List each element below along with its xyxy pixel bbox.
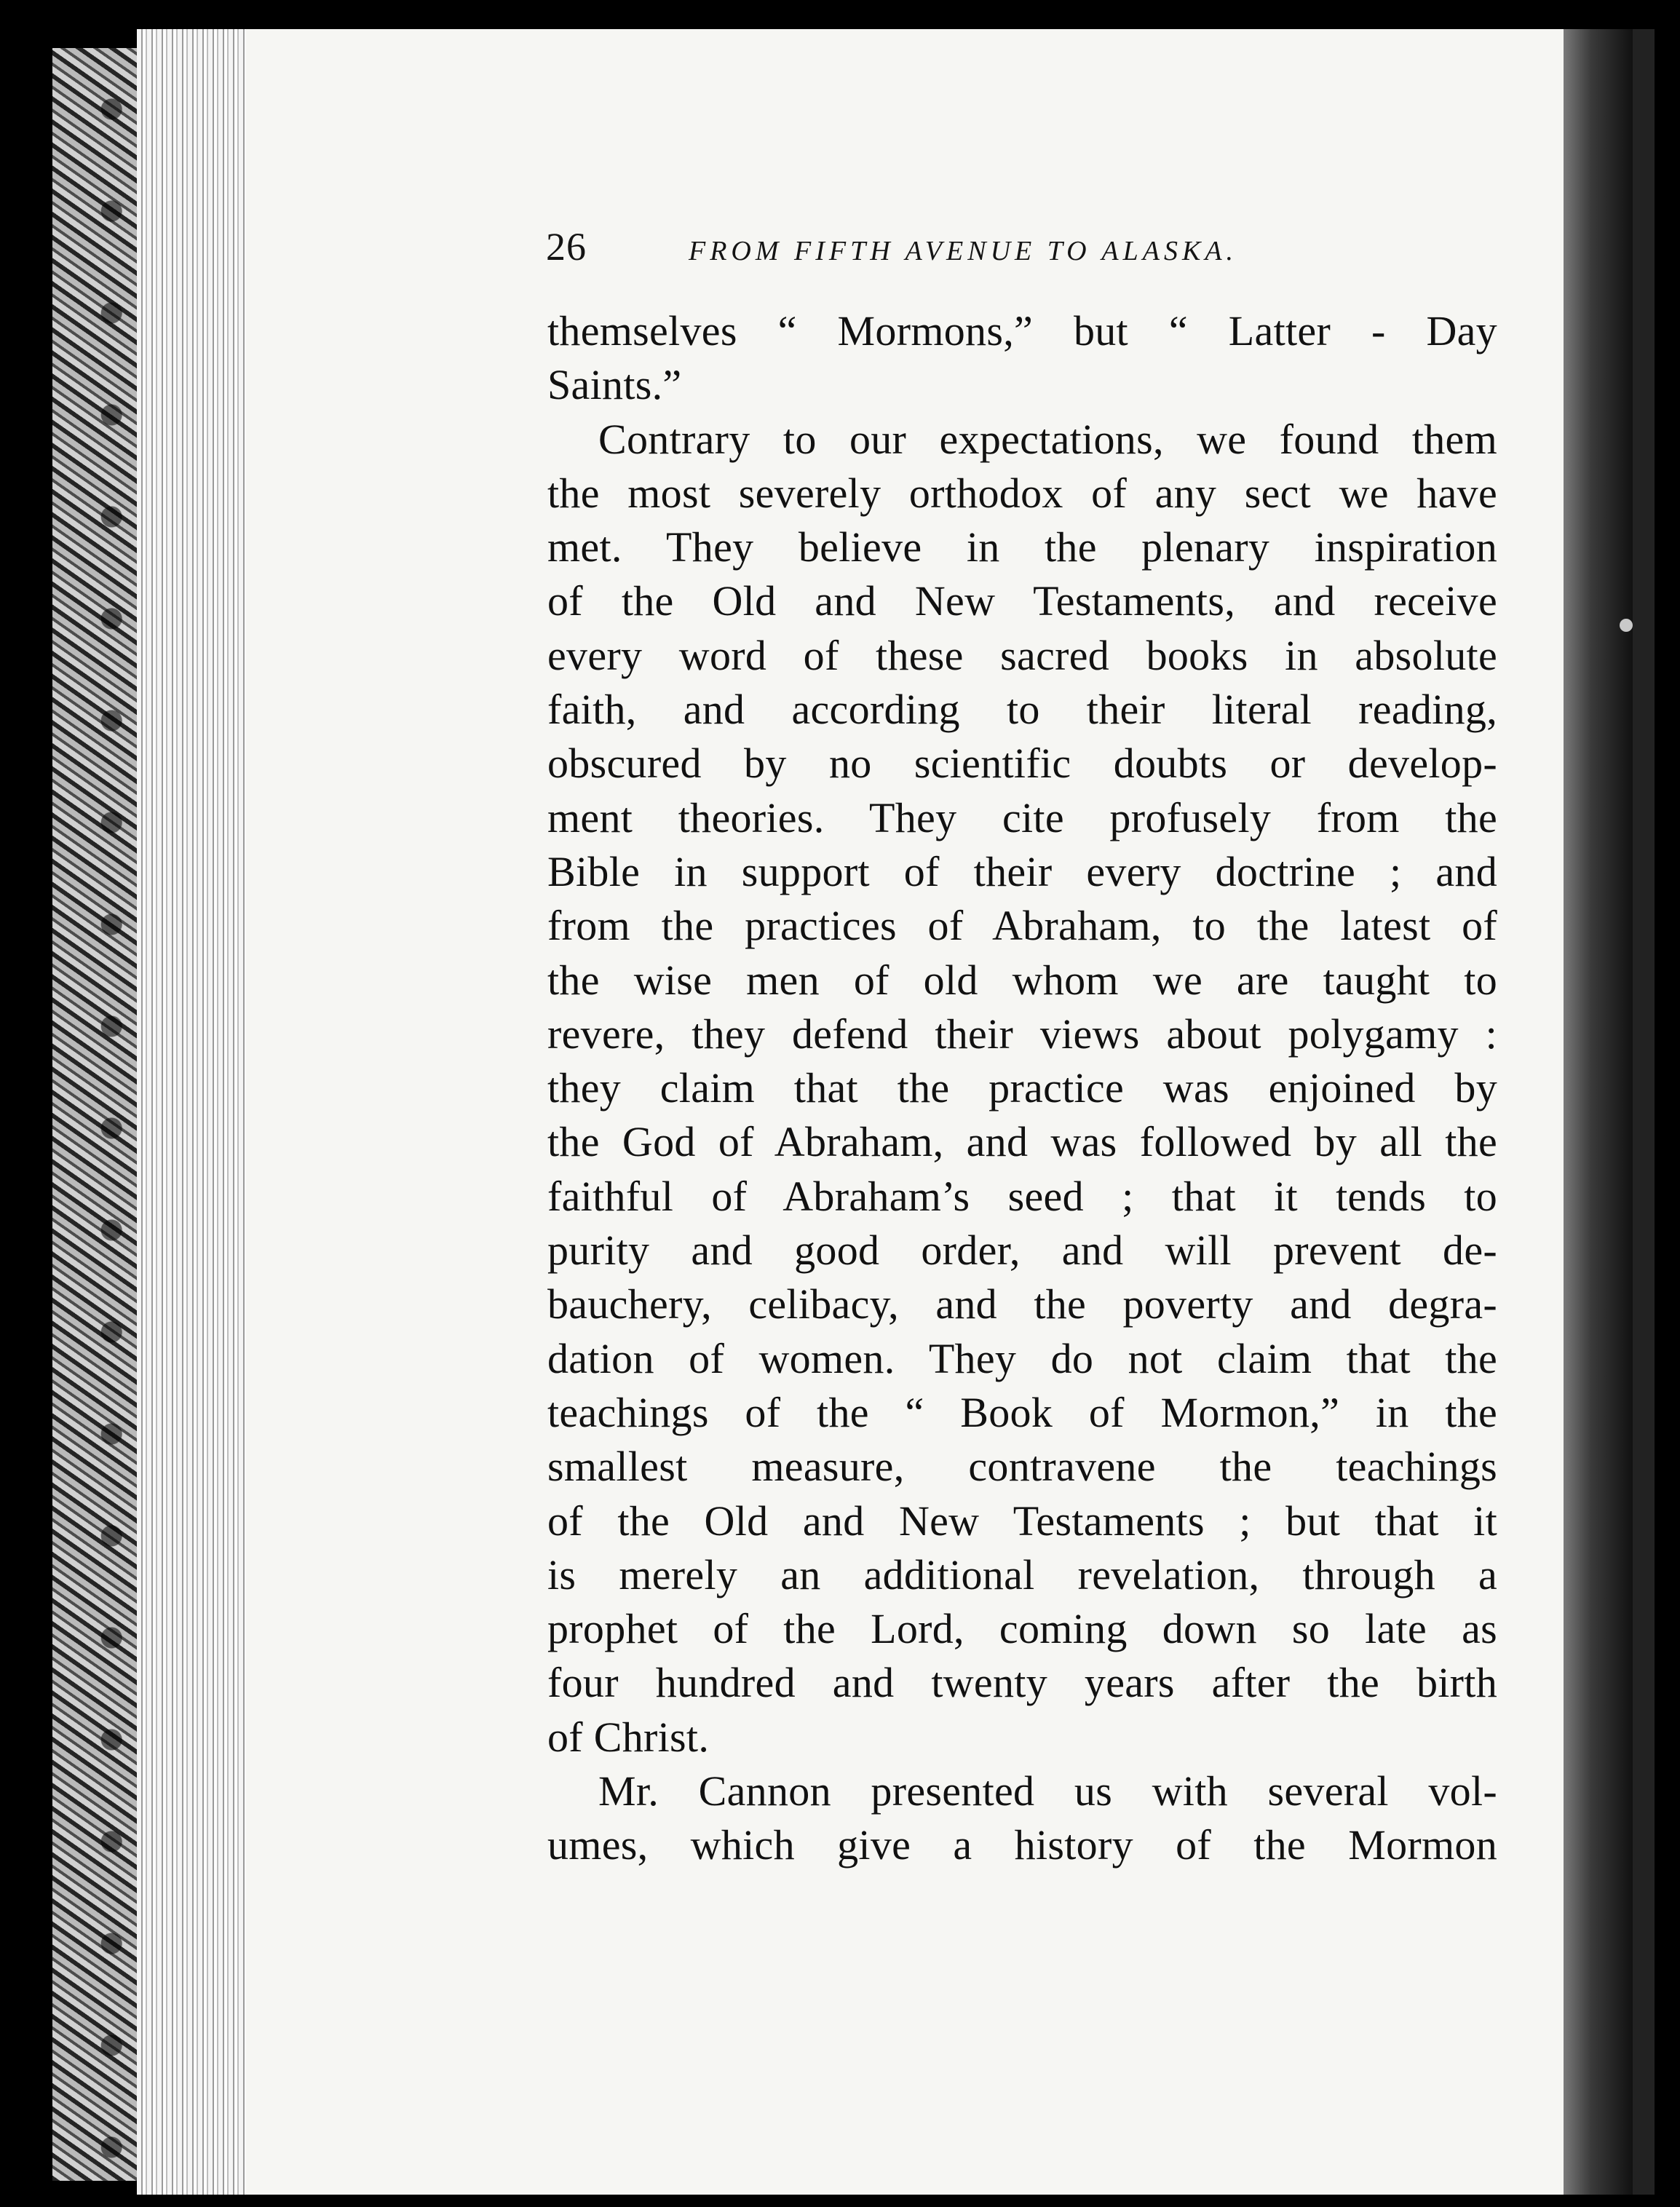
text-line: Mr. Cannon presented us with several vol-: [598, 1767, 1497, 1815]
text-line: Bible in support of their every doctrine ; and: [547, 847, 1497, 895]
text-line: is merely an additional revelation, through a: [547, 1550, 1497, 1598]
text-line: of the Old and New Testaments ; but that it: [547, 1497, 1497, 1545]
text-line: faith, and according to their literal reading,: [547, 686, 1497, 734]
page-number: 26: [546, 225, 587, 269]
text-line: purity and good order, and will prevent de-: [547, 1227, 1497, 1275]
text-line: Saints.”: [547, 361, 682, 409]
text-line: of the Old and New Testaments, and receive: [547, 577, 1497, 625]
text-line: they claim that the practice was enjoined by: [547, 1064, 1497, 1112]
text-line: themselves “ Mormons,” but “ Latter - Day: [547, 307, 1497, 354]
text-line: of Christ.: [547, 1713, 710, 1761]
text-line: the God of Abraham, and was followed by all the: [547, 1118, 1497, 1166]
page-edge-stack: [137, 29, 246, 2195]
running-header: [546, 224, 1354, 268]
body-text: [547, 304, 1497, 1873]
text-line: Contrary to our expectations, we found them: [598, 415, 1497, 463]
text-line: teachings of the “ Book of Mormon,” in the: [547, 1388, 1497, 1436]
text-line: met. They believe in the plenary inspiration: [547, 523, 1497, 571]
text-line: umes, which give a history of the Mormon: [547, 1821, 1497, 1869]
text-line: faithful of Abraham’s seed ; that it tends to: [547, 1172, 1497, 1220]
text-line: bauchery, celibacy, and the poverty and degra-: [547, 1280, 1497, 1328]
endpaper-leaf-pattern: [52, 48, 137, 2181]
text-line: obscured by no scientific doubts or develop-: [547, 740, 1497, 788]
text-line: the wise men of old whom we are taught to: [547, 956, 1497, 1004]
scan-border-right: [1633, 29, 1655, 2195]
text-line: from the practices of Abraham, to the latest of: [547, 902, 1497, 950]
text-line: four hundred and twenty years after the birth: [547, 1659, 1497, 1707]
text-line: dation of women. They do not claim that the: [547, 1334, 1497, 1382]
gutter-shadow: [1564, 29, 1633, 2195]
paper-speck: [1620, 619, 1633, 632]
text-line: prophet of the Lord, coming down so late as: [547, 1605, 1497, 1653]
text-line: revere, they defend their views about polygamy :: [547, 1010, 1497, 1058]
text-line: smallest measure, contravene the teachings: [547, 1443, 1497, 1491]
text-line: ment theories. They cite profusely from the: [547, 793, 1497, 841]
text-line: the most severely orthodox of any sect we have: [547, 469, 1497, 517]
running-title: FROM FIFTH AVENUE TO ALASKA.: [689, 236, 1238, 266]
text-line: every word of these sacred books in absolute: [547, 631, 1497, 679]
